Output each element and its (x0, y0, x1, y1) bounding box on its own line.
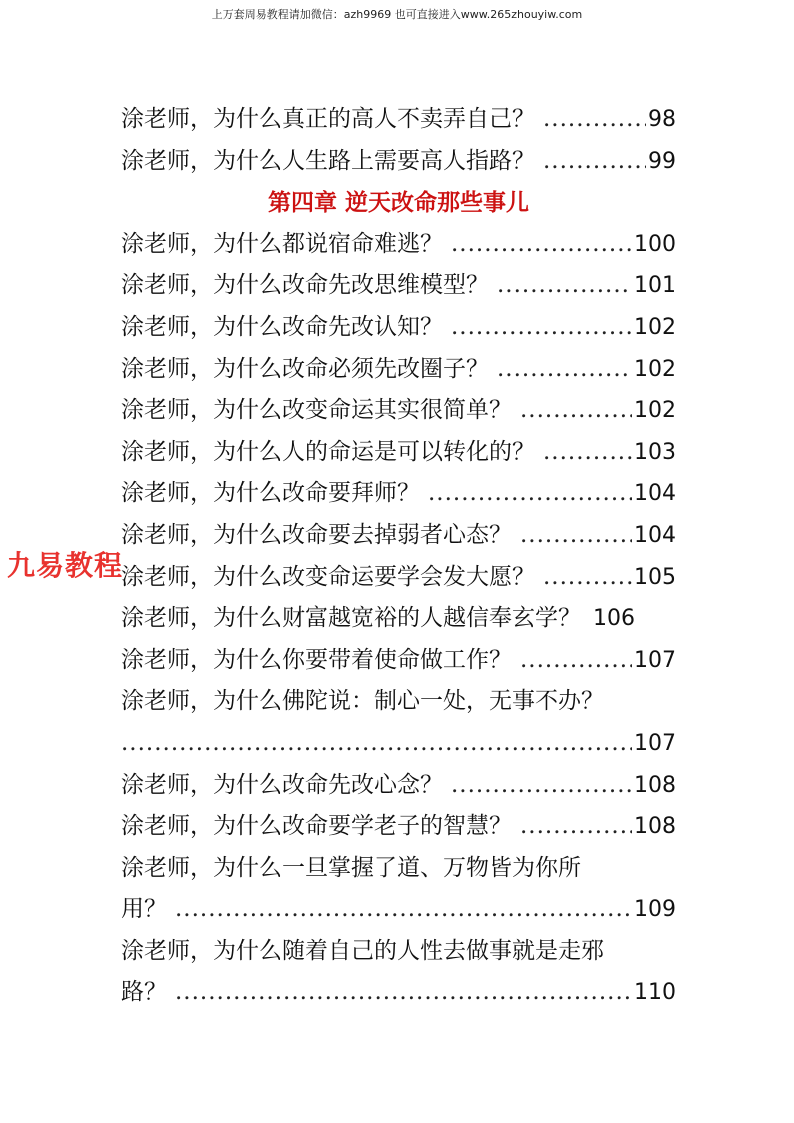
toc-entry-title: 涂老师，为什么改变命运其实很简单？ (121, 397, 512, 424)
dot-leader (121, 723, 632, 765)
toc-page-number: 107 (634, 730, 676, 756)
toc-page-number: 99 (648, 148, 676, 174)
toc-entry[interactable] (121, 307, 676, 349)
toc-entry[interactable] (121, 765, 676, 807)
toc-entry[interactable] (121, 265, 676, 307)
toc-page-number: 102 (634, 398, 676, 424)
toc-page-number: 108 (634, 772, 676, 798)
dot-leader (175, 889, 632, 931)
toc-entry-title-line1[interactable]: 涂老师，为什么一旦掌握了道、万物皆为你所 (121, 854, 581, 881)
toc-page-number: 110 (634, 980, 676, 1006)
toc-page-number: 107 (634, 647, 676, 673)
toc-page-number: 108 (634, 814, 676, 840)
toc-entry-title: 涂老师，为什么财富越宽裕的人越信奉玄学？ (121, 605, 581, 632)
dot-leader (451, 224, 632, 266)
toc-entry-title: 涂老师，为什么改命先改认知？ (121, 313, 443, 340)
toc-entry-title: 涂老师，为什么你要带着使命做工作？ (121, 646, 512, 673)
dot-leader (543, 557, 632, 599)
toc-entry-title: 涂老师，为什么改命要去掉弱者心态？ (121, 521, 512, 548)
toc-page-number: 106 (593, 606, 635, 632)
toc-page-number: 104 (634, 522, 676, 548)
dot-leader (543, 141, 646, 183)
toc-page-number: 102 (634, 356, 676, 382)
toc-entry-title: 涂老师，为什么改命必须先改圈子？ (121, 355, 489, 382)
toc-entry-title: 涂老师，为什么改命要学老子的智慧？ (121, 813, 512, 840)
toc-page-number: 103 (634, 439, 676, 465)
toc-entry-title: 涂老师，为什么改命先改思维模型？ (121, 272, 489, 299)
dot-leader (520, 640, 632, 682)
toc-entry[interactable] (121, 99, 676, 141)
dot-leader (451, 307, 632, 349)
toc-entry-continuation[interactable] (121, 889, 676, 931)
dot-leader (428, 473, 632, 515)
toc-entry-title: 涂老师，为什么都说宿命难逃？ (121, 230, 443, 257)
toc-page-number: 105 (634, 564, 676, 590)
toc-entry-title: 涂老师，为什么人生路上需要高人指路？ (121, 147, 535, 174)
dot-leader (543, 99, 646, 141)
toc-entry-title: 涂老师，为什么改命先改心念？ (121, 771, 443, 798)
toc-entry[interactable] (121, 349, 676, 391)
toc-entry[interactable] (121, 473, 676, 515)
watermark-logo: 九易教程 (7, 549, 124, 582)
dot-leader (451, 765, 632, 807)
toc-entry-continuation[interactable] (121, 972, 676, 1014)
toc-page-number: 101 (634, 273, 676, 299)
dot-leader (520, 515, 632, 557)
dot-leader (543, 432, 632, 474)
toc-page-number: 100 (634, 231, 676, 257)
toc-entry-title-line1[interactable]: 涂老师，为什么佛陀说：制心一处，无事不办？ (121, 688, 604, 715)
dot-leader (497, 349, 632, 391)
toc-entry[interactable] (121, 515, 676, 557)
toc-entry-title: 涂老师，为什么改变命运要学会发大愿？ (121, 563, 535, 590)
toc-entry-title: 涂老师，为什么改命要拜师？ (121, 480, 420, 507)
toc-entry[interactable] (121, 141, 676, 183)
toc-entry-title-line2: 用？ (121, 896, 167, 923)
toc-entry-title: 涂老师，为什么真正的高人不卖弄自己？ (121, 106, 535, 132)
toc-entry[interactable] (121, 598, 676, 640)
toc-page-number: 109 (634, 897, 676, 923)
toc-entry[interactable] (121, 224, 676, 266)
toc-page-number: 102 (634, 314, 676, 340)
dot-leader (520, 390, 632, 432)
chapter-heading[interactable]: 第四章 逆天改命那些事儿 (267, 189, 529, 217)
dot-leader (497, 265, 632, 307)
toc-entry[interactable] (121, 432, 676, 474)
toc-entry[interactable] (121, 390, 676, 432)
table-of-contents (121, 99, 676, 1014)
toc-page-number: 98 (648, 107, 676, 132)
toc-entry[interactable] (121, 557, 676, 599)
dot-leader (520, 806, 632, 848)
dot-leader (175, 972, 632, 1014)
toc-entry-title-line1[interactable]: 涂老师，为什么随着自己的人性去做事就是走邪 (121, 937, 604, 964)
toc-page-number: 104 (634, 481, 676, 507)
toc-entry-title: 涂老师，为什么人的命运是可以转化的？ (121, 438, 535, 465)
toc-entry[interactable] (121, 806, 676, 848)
page-header: 上万套周易教程请加微信：azh9969 也可直接进入www.265zhouyiw.com (211, 8, 583, 21)
toc-entry-title-line2: 路？ (121, 979, 167, 1006)
toc-entry-continuation[interactable] (121, 723, 676, 765)
toc-entry[interactable] (121, 640, 676, 682)
